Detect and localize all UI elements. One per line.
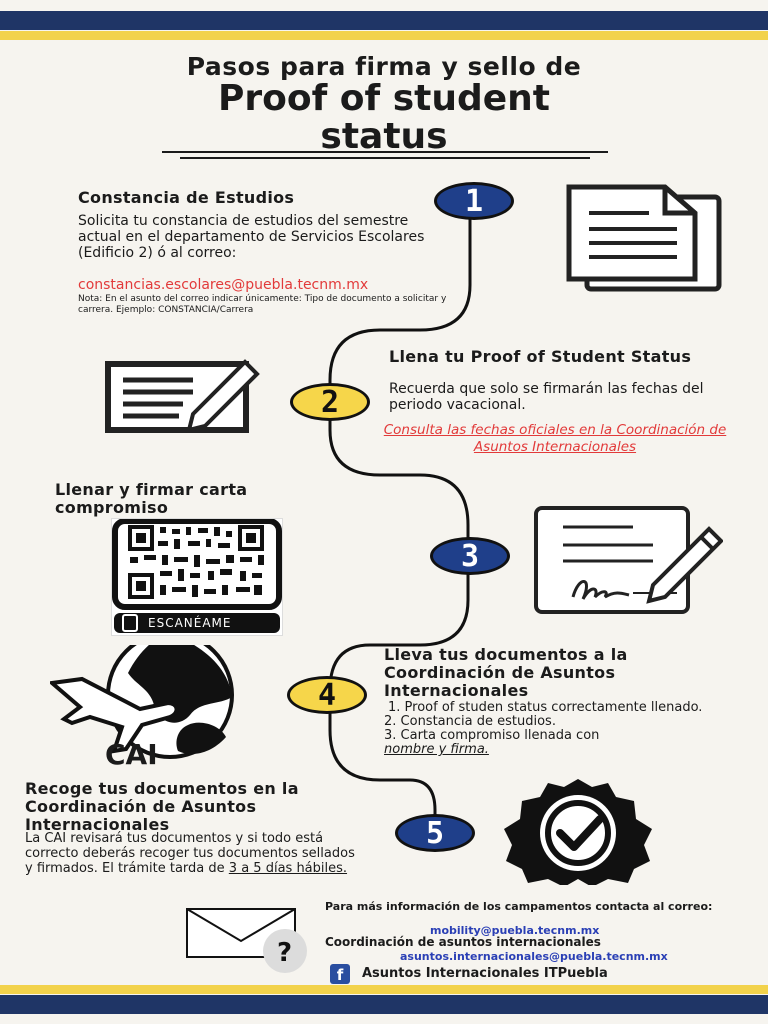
step-1-note: Nota: En el asunto del correo indicar únicamente: Tipo de documento a solicitar y carrera. Ejemplo: CONSTANCIA/Carrera (78, 294, 447, 315)
step-2-heading: Llena tu Proof of Student Status (389, 347, 692, 366)
step-3-badge: 3 (430, 537, 510, 575)
write-form-icon (105, 356, 265, 436)
contact-email-2[interactable]: asuntos.internacionales@puebla.tecnm.mx (400, 950, 668, 963)
phone-icon (122, 614, 138, 632)
step-2-text: Recuerda que solo se firmarán las fechas del periodo vacacional. (389, 381, 704, 413)
step-4-list-item-1: 1. Proof of studen status correctamente llenado. (388, 700, 703, 715)
signature-icon (533, 505, 723, 615)
step-1-text: Solicita tu constancia de estudios del semestre actual en el departamento de Servicios Escolares (Edificio 2) ó al correo: (78, 213, 425, 261)
step-4-list-item-3: 3. Carta compromiso llenada con (384, 728, 600, 743)
step-4-badge: 4 (287, 676, 367, 714)
step-5-badge: 5 (395, 814, 475, 852)
step-4-list-item-2: 2. Constancia de estudios. (384, 714, 556, 729)
step-4-heading: Lleva tus documentos a la Coordinación de Asuntos Internacionales (384, 645, 628, 700)
step-5-text (25, 831, 360, 876)
contact-email-1[interactable]: mobility@puebla.tecnm.mx (430, 924, 600, 937)
bottom-band-navy (0, 995, 768, 1014)
step-5-text-body: La CAI revisará tus documentos y si todo está correcto deberás recoger tus documentos sellados y firmados. El trámite tarda de (25, 831, 355, 876)
svg-text:?: ? (277, 938, 293, 968)
title-line-2: Proof of student (217, 78, 550, 119)
title-line-1: Pasos para firma y sello de (186, 52, 582, 81)
step-5-heading: Recoge tus documentos en la Coordinación de Asuntos Internacionales (25, 779, 299, 834)
step-4-list-tail: nombre y firma. (384, 742, 489, 757)
step-1-heading: Constancia de Estudios (78, 188, 295, 207)
step-2-link[interactable]: Consulta las fechas oficiales en la Coordinación de Asuntos Internacionales (383, 422, 727, 455)
step-1-email[interactable]: constancias.escolares@puebla.tecnm.mx (78, 277, 369, 293)
step-2-badge: 2 (290, 383, 370, 421)
step-4-list (384, 701, 754, 757)
bottom-band-yellow (0, 985, 768, 994)
scan-me-label: ESCANÉAME (114, 613, 280, 633)
mail-question-icon (185, 905, 315, 975)
title-line-3: status (320, 116, 448, 157)
step-1-badge: 1 (434, 182, 514, 220)
document-icon (565, 183, 725, 293)
qr-code[interactable] (111, 518, 283, 636)
cai-logo-text: CAI (105, 738, 158, 771)
facebook-icon[interactable]: f (330, 964, 350, 984)
step-5-duration: 3 a 5 días hábiles. (228, 861, 348, 876)
contact-intro: Para más información de los campamentos contacta al correo: (325, 900, 713, 913)
check-badge-icon (488, 775, 668, 885)
step-3-heading: Llenar y firmar carta compromiso (55, 480, 248, 517)
contact-office: Coordinación de asuntos internacionales (325, 935, 601, 949)
facebook-page[interactable]: Asuntos Internacionales ITPuebla (362, 966, 608, 981)
